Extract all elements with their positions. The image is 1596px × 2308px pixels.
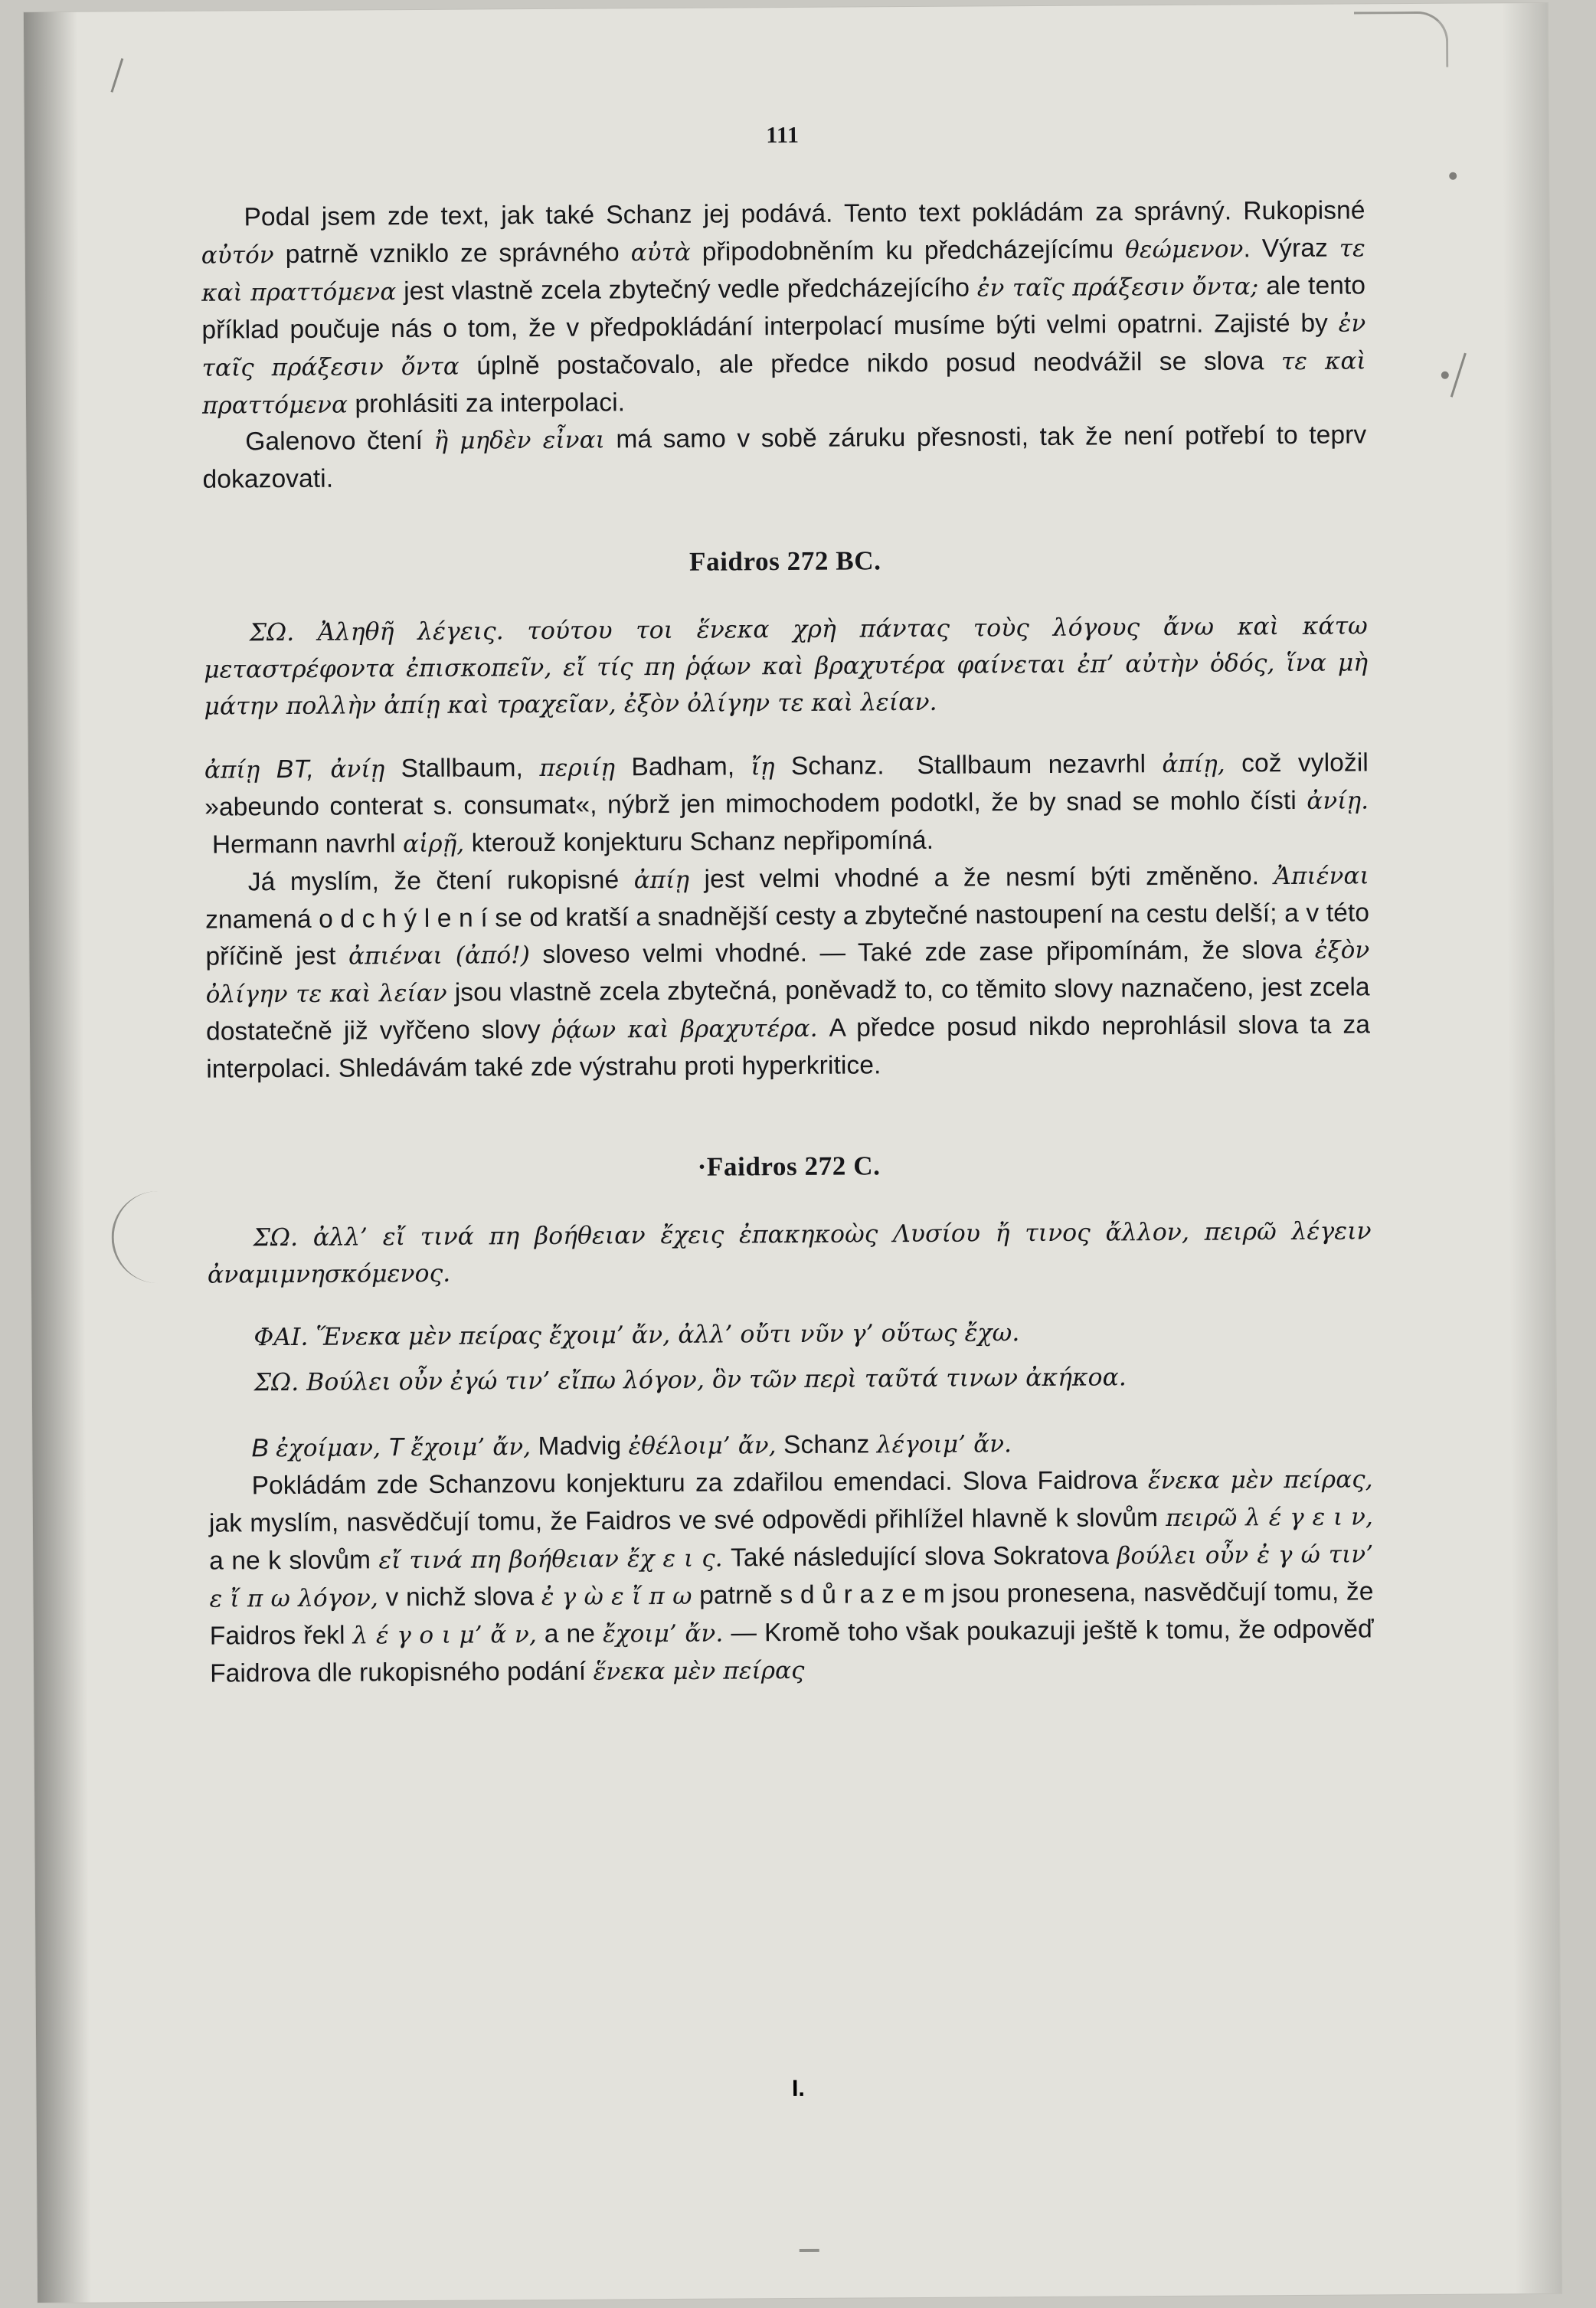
paper-sheet <box>24 3 1562 2303</box>
section-heading-1: Faidros 272 BC. <box>688 545 881 578</box>
section-heading-2: ·Faidros 272 C. <box>697 1151 881 1182</box>
scan-artifact-curve <box>111 1191 168 1283</box>
greek-quote-1: ΣΩ. Ἀληθῆ λέγεις. τούτου τοι ἕνεκα χρὴ πάντας τοὺς λόγους ἄνω καὶ κάτω μεταστρέφοντα ἐπισκοπεῖν, εἴ τίς πη ῥᾴων καὶ βραχυτέρα φαίνεται ἐπ’ αὐτὴν ὁδός, ἵνα μὴ μάτην πολλὴν ἀπίῃ καὶ τραχεῖαν, ἐξὸν ὀλίγην τε καὶ λείαν. <box>204 612 1369 721</box>
greek-quote-2-line-3: ΣΩ. Βούλει οὖν ἐγώ τιν’ εἴπω λόγον, ὃν τῶν περὶ ταῦτά τινων ἀκήκοα. <box>253 1364 1127 1397</box>
greek-quote-2-line-2: ΦΑΙ. Ἕνεκα μὲν πείρας ἔχοιμ’ ἄν, ἀλλ’ οὔτι νῦν γ’ οὕτως ἔχω. <box>253 1318 1020 1352</box>
paragraph: ἀπίῃ BT, ἀνίῃ Stallbaum, περιίῃ Badham, ἴῃ Schanz. Stallbaum nezavrhl ἀπίῃ, což vyložil »abeundo conterat s. consumat«, nýbrž jen mimochodem podotkl, že by snad se mohlo čísti ἀνίῃ. Hermann navrhl αἱρῇ, kterouž konjekturu Schanz nepřipomíná. <box>204 748 1369 859</box>
paragraph: B ἐχοίμαν, T ἔχοιμ’ ἄν, Madvig ἐθέλοιμ’ ἄν, Schanz λέγοιμ’ ἄν. <box>251 1430 1012 1463</box>
paragraph: Já myslím, že čtení rukopisné ἀπίῃ jest velmi vhodné a že nesmí býti změněno. Ἀπιέναι znamená o d c h ý l e n í se od kratší a snadnější cesty a zbytečné nastoupení na cestu delší; a v této příčině jest ἀπιέναι (ἀπό!) sloveso velmi vhodné. — Také zde zase připomínám, že slova ἐξὸν ὀλίγην τε καὶ λείαν jsou vlastně zcela zbytečná, poněvadž to, co těmito slovy naznačeno, jest zcela dostatečně již vyřčeno slovy ῥᾴων καὶ βραχυτέρα. A předce posud nikdo neprohlásil slova ta za interpolaci. Shledávám také zde výstrahu proti hyperkritice. <box>205 861 1371 1084</box>
scan-artifact-slash <box>110 58 123 93</box>
scan-artifact-dot <box>1441 372 1449 379</box>
paragraph: Pokládám zde Schanzovu konjekturu za zdařilou emendaci. Slova Faidrova ἕνεκα μὲν πείρας, jak myslím, nasvědčují tomu, že Faidros ve své odpovědi přihlížel hlavně k slovům πειρῶ λ έ γ ε ι ν, a ne k slovům εἴ τινά πη βοήθειαν ἔχ ε ι ς. Také následující slova Sokratova βούλει οὖν ἐ γ ώ τιν’ ε ἴ π ω λόγον, v nichž slova ἐ γ ὼ ε ἴ π ω patrně s d ů r a z e m jsou pronesena, nasvědčují tomu, že Faidros řekl λ έ γ ο ι μ’ ἄ ν, a ne ἔχοιμ’ ἄν. — Kromě toho však poukazuji ještě k tomu, že odpověď Faidrova dle rukopisného podání ἕνεκα μὲν πείρας <box>208 1465 1374 1688</box>
page-number: 111 <box>766 122 800 149</box>
scan-artifact-tick <box>800 2249 819 2252</box>
signature-mark: I. <box>792 2075 805 2102</box>
paragraph: Podal jsem zde text, jak také Schanz jej podává. Tento text pokládám za správný. Rukopisné αὐτόν patrně vzniklo ze správného αὐτὰ připodobněním ku předcházejícímu θεώμενον. Výraz τε καὶ πραττόμενα jest vlastně zcela zbytečný vedle předcházejícího ἐν ταῖς πράξεσιν ὄντα; ale tento příklad poučuje nás o tom, že v předpokládání interpolací musíme býti velmi opatrni. Zajisté by ἐν ταῖς πράξεσιν ὄντα úplně postačovalo, ale předce nikdo posud neodvážil se slova τε καὶ πραττόμενα prohlásiti za interpolaci. <box>201 196 1366 420</box>
scan-artifact-slash <box>1450 353 1467 398</box>
scan-artifact-corner <box>1354 11 1448 68</box>
scan-artifact-dot <box>1449 172 1457 180</box>
page-content <box>201 119 1374 1693</box>
greek-quote-2-line-1: ΣΩ. ἀλλ’ εἴ τινά πη βοήθειαν ἔχεις ἐπακηκοὼς Λυσίου ἤ τινος ἄλλον, πειρῶ λέγειν ἀναμιμνησκόμενος. <box>207 1217 1372 1289</box>
paragraph: Galenovo čtení ἢ μηδὲν εἶναι má samo v sobě záruku přesnosti, tak že není potřebí to teprv dokazovati. <box>202 421 1367 495</box>
